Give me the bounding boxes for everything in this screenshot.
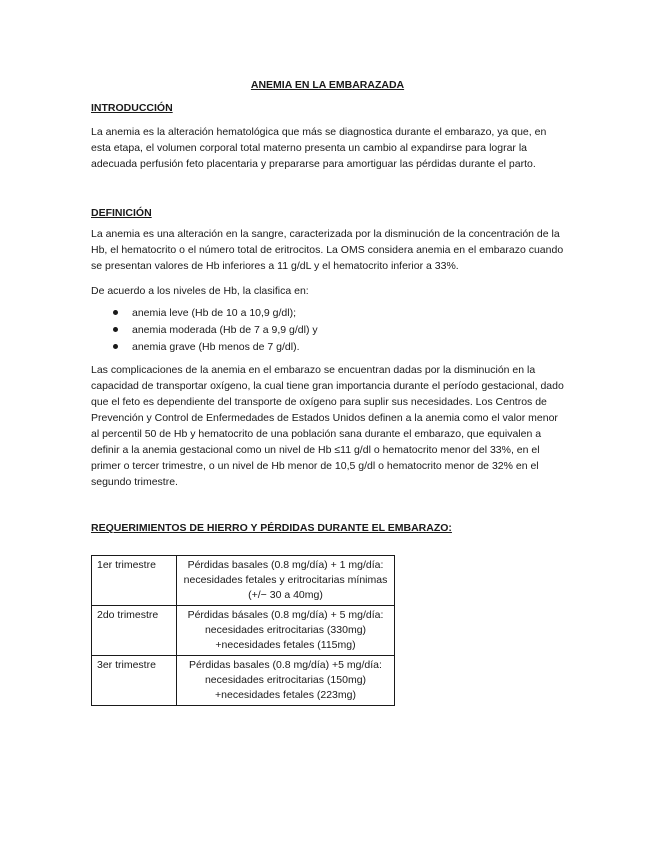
- table-row: [92, 656, 395, 706]
- requirements-table: [91, 555, 395, 706]
- complications-paragraph: Las complicaciones de la anemia en el embarazo se encuentran dadas por la disminución en la capacidad de transportar oxígeno, la cual tiene gran importancia durante el período gestacional, dado que el feto es dependiente del transporte de oxígeno para suplir sus necesidades. Los Centros de Prevención y Control de Enfermedades de Estados Unidos definen a la anemia como el valor menor al percentil 50 de Hb y hematocrito de una población sana durante el embarazo, que equivalen a definir a la anemia gestacional como un nivel de Hb ≤11 g/dl o hematocrito menor del 33%, en el primer o tercer trimestre, o un nivel de Hb menor de 10,5 g/dl o hematocrito menor de 32% en el segundo trimestre.: [91, 364, 564, 488]
- list-item: anemia moderada (Hb de 7 a 9,9 g/dl) y: [91, 322, 561, 339]
- trimester-cell: 1er trimestre: [92, 556, 177, 606]
- detail-cell: Pérdidas básales (0.8 mg/día) + 5 mg/día: necesidades eritrocitarias (330mg) +necesidades fetales (115mg): [177, 606, 395, 656]
- detail-cell: Pérdidas basales (0.8 mg/día) +5 mg/día: necesidades eritrocitarias (150mg) +necesidades fetales (223mg): [177, 656, 395, 706]
- requirements-heading: REQUERIMIENTOS DE HIERRO Y PÉRDIDAS DURANTE EL EMBARAZO:: [91, 522, 452, 534]
- document-title: ANEMIA EN LA EMBARAZADA: [250, 79, 405, 91]
- list-item: anemia grave (Hb menos de 7 g/dl).: [91, 339, 561, 356]
- bullet-icon: [113, 310, 118, 315]
- trimester-cell: 2do trimestre: [92, 606, 177, 656]
- intro-heading: INTRODUCCIÓN: [91, 102, 173, 114]
- classification-intro: De acuerdo a los niveles de Hb, la clasifica en:: [91, 285, 309, 297]
- intro-paragraph: La anemia es la alteración hematológica que más se diagnostica durante el embarazo, ya que, en esta etapa, el volumen corporal total materno presenta un cambio al expandirse para lograr la adecuada perfusión feto placentaria y prepararse para amortiguar las pérdidas durante el parto.: [91, 126, 547, 170]
- table-row: [92, 606, 395, 656]
- definition-paragraph: La anemia es una alteración en la sangre, caracterizada por la disminución de la concentración de la Hb, el hematocrito o el número total de eritrocitos. La OMS considera anemia en el embarazo cuando se presentan valores de Hb inferiores a 11 g/dL y el hematocrito inferior a 33%.: [91, 228, 564, 272]
- trimester-cell: 3er trimestre: [92, 656, 177, 706]
- list-item: anemia leve (Hb de 10 a 10,9 g/dl);: [91, 305, 561, 322]
- bullet-icon: [113, 327, 118, 332]
- table-row: [92, 556, 395, 606]
- classification-list: [91, 305, 561, 356]
- detail-cell: Pérdidas basales (0.8 mg/día) + 1 mg/día: necesidades fetales y eritrocitarias mínimas (+/− 30 a 40mg): [177, 556, 395, 606]
- definition-heading: DEFINICIÓN: [91, 207, 152, 219]
- bullet-icon: [113, 344, 118, 349]
